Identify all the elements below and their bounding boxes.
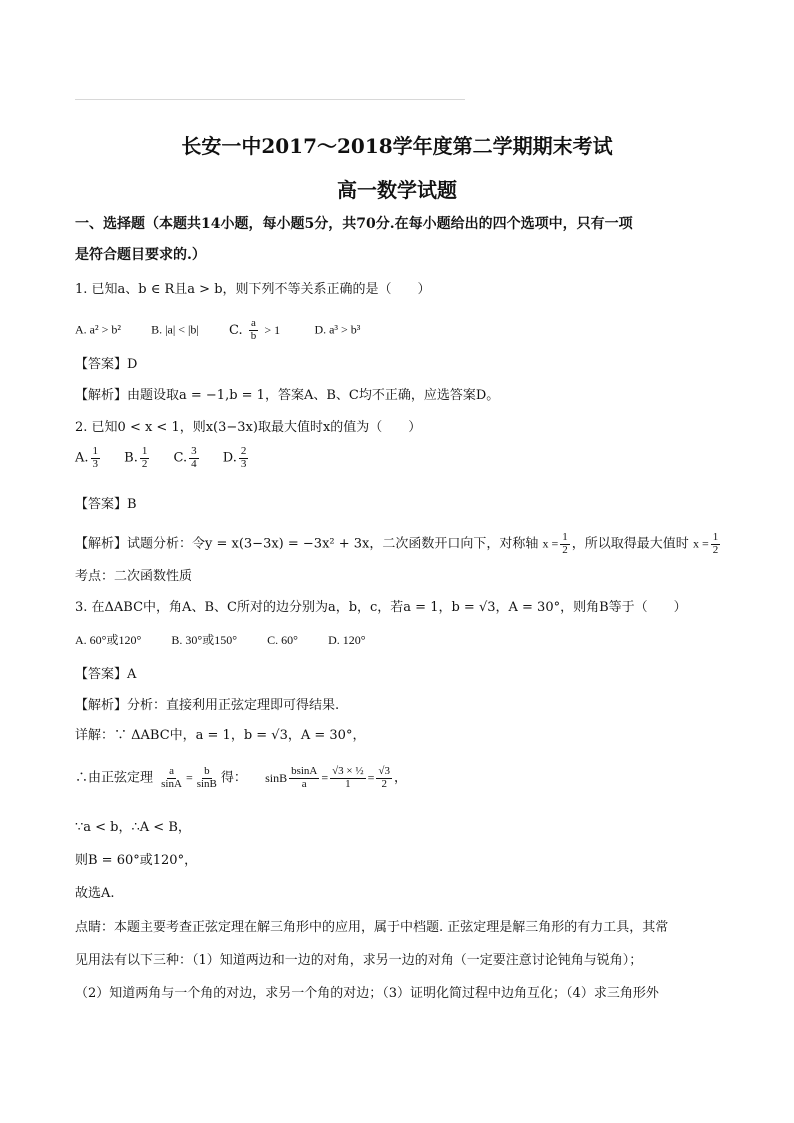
q1-option-b: B. |a| < |b|	[151, 322, 199, 337]
fraction-numerator: 1	[92, 445, 99, 457]
fraction-denominator: 1	[345, 777, 351, 790]
q3-sinb-label: sinB	[265, 770, 288, 785]
fraction-denominator: 2	[141, 457, 148, 470]
header-divider	[75, 99, 465, 100]
fraction-numerator: a	[251, 317, 256, 329]
q3-choose: 故选A.	[75, 886, 115, 901]
q2-kaodian: 考点：二次函数性质	[75, 569, 193, 584]
q2-option-a-label: A.	[75, 450, 89, 466]
fraction-numerator: bsinA	[291, 765, 318, 777]
q1-option-a: A. a² > b²	[75, 322, 121, 337]
fraction-numerator: 1	[712, 531, 719, 543]
q2-option-b-fraction	[140, 446, 150, 470]
fraction-denominator: 3	[240, 457, 247, 470]
q1-option-c-label: C.	[228, 322, 243, 338]
q3-sinb-fraction-1	[289, 766, 319, 790]
q2-options	[75, 446, 250, 470]
q2-answer: 【答案】B	[75, 497, 137, 512]
q2-max-eq: x =	[692, 536, 709, 551]
page-subtitle: 高一数学试题	[337, 178, 457, 202]
q3-option-a: A. 60°或120°	[75, 633, 142, 647]
fraction-denominator: 2	[562, 543, 568, 556]
fraction-numerator: b	[204, 765, 210, 777]
q3-sinb-fraction-3	[376, 766, 392, 790]
fraction-denominator: sinA	[161, 777, 182, 790]
q3-detail: 详解：∵ ΔABC中，a = 1，b = √3，A = 30°，	[75, 728, 366, 743]
q3-step-end: ，	[393, 770, 407, 786]
q3-sinb-fraction-2	[330, 766, 366, 790]
q2-stem: 2. 已知0 < x < 1，则x(3−3x)取最大值时x的值为（ ）	[75, 420, 422, 435]
q2-option-d-label: D.	[222, 450, 237, 466]
q1-stem: 1. 已知a、b ∈ R且a > b，则下列不等关系正确的是（ ）	[75, 282, 431, 297]
q2-max-fraction	[711, 532, 721, 556]
q3-sine-law-step	[75, 766, 407, 790]
q1-option-c-fraction	[249, 318, 259, 342]
q2-analysis-text-b: ，所以取得最大值时	[571, 536, 689, 552]
equals-sign: =	[367, 770, 375, 785]
q3-option-d: D. 120°	[328, 633, 366, 647]
q2-option-a-fraction	[91, 446, 101, 470]
q1-option-d: D. a³ > b³	[314, 322, 361, 337]
fraction-denominator: a	[301, 777, 307, 790]
q1-analysis: 【解析】由题设取a = −1,b = 1，答案A、B、C均不正确，应选答案D。	[75, 388, 500, 403]
q3-note-line1: 点睛：本题主要考查正弦定理在解三角形中的应用，属于中档题. 正弦定理是解三角形的有力工具，其常	[75, 920, 669, 935]
fraction-denominator: 3	[92, 457, 99, 470]
q3-stem: 3. 在ΔABC中，角A、B、C所对的边分别为a，b，c，若a = 1，b = √3，A = 30°，则角B等于（ ）	[75, 600, 687, 615]
fraction-denominator: b	[250, 329, 257, 342]
q3-option-b: B. 30°或150°	[171, 633, 238, 647]
q1-answer: 【答案】D	[75, 357, 138, 372]
fraction-numerator: √3	[378, 765, 390, 777]
q1-options	[75, 318, 360, 342]
section-heading-line2: 是符合题目要求的.）	[75, 247, 206, 263]
fraction-numerator: 2	[240, 445, 247, 457]
q2-analysis	[75, 532, 722, 556]
q3-answer: 【答案】A	[75, 667, 137, 682]
q3-step-mid: 得：	[220, 770, 247, 786]
equals-sign: =	[185, 770, 193, 785]
fraction-numerator: √3 × ½	[332, 765, 364, 777]
q3-sine-fraction-2	[195, 766, 219, 790]
q2-option-c-fraction	[189, 446, 199, 470]
q2-axis-fraction	[560, 532, 570, 556]
fraction-numerator: 3	[191, 445, 197, 457]
q3-analysis: 【解析】分析：直接利用正弦定理即可得结果.	[75, 698, 340, 713]
fraction-numerator: 1	[562, 531, 568, 543]
fraction-denominator: 2	[381, 777, 387, 790]
q1-option-c-relation: > 1	[264, 322, 281, 337]
q3-sine-fraction-1	[159, 766, 184, 790]
q1-option-c	[228, 317, 284, 342]
q2-option-d-fraction	[239, 446, 249, 470]
fraction-numerator: a	[169, 765, 174, 777]
q3-note-line3: （2）知道两角与一个角的对边，求另一个角的对边；（3）证明化简过程中边角互化；（4）求三角形外	[75, 986, 659, 1001]
fraction-denominator: 2	[712, 543, 719, 556]
fraction-denominator: 4	[191, 457, 197, 470]
q2-axis-eq: x =	[542, 536, 559, 551]
section-heading-line1: 一、选择题（本题共14小题，每小题5分，共70分.在每小题给出的四个选项中，只有一项	[75, 216, 633, 232]
fraction-denominator: sinB	[196, 777, 217, 790]
q3-option-c: C. 60°	[267, 633, 298, 647]
equals-sign: =	[321, 770, 329, 785]
q3-condition: ∵a < b，∴A < B，	[75, 820, 191, 835]
page-title: 长安一中2017～2018学年度第二学期期末考试	[181, 134, 613, 158]
fraction-numerator: 1	[141, 445, 148, 457]
q2-option-c-label: C.	[173, 450, 188, 466]
q2-analysis-text-a: 【解析】试题分析：令y = x(3−3x) = −3x² + 3x，二次函数开口向下，对称轴	[75, 536, 539, 552]
q3-step-prefix: ∴由正弦定理	[75, 770, 154, 786]
q3-options	[75, 633, 366, 649]
q3-note-line2: 见用法有以下三种：（1）知道两边和一边的对角，求另一边的对角（一定要注意讨论钝角与锐角）；	[75, 953, 643, 968]
q2-option-b-label: B.	[124, 450, 138, 466]
q3-result: 则B = 60°或120°，	[75, 853, 198, 868]
